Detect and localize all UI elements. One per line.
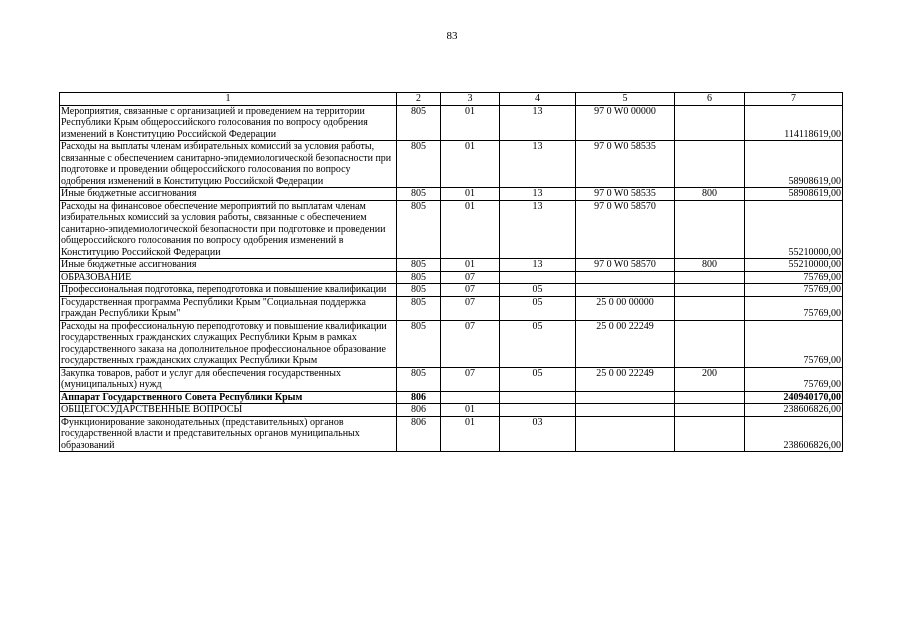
table-row	[60, 296, 843, 320]
table-row	[60, 320, 843, 367]
cell-name: Профессиональная подготовка, переподготовка и повышение квалификации	[60, 284, 397, 297]
table-row	[60, 271, 843, 284]
cell-section: 01	[441, 105, 500, 141]
table-row	[60, 284, 843, 297]
table-header-row	[60, 93, 843, 106]
cell-name: Расходы на финансовое обеспечение мероприятий по выплатам членам избирательных комиссий за условия работы, связанные с обеспечением санитарно-эпидемиологической безопасности при подготовке и проведении общероссийского голосования по вопросу одобрения изменений в Конституцию Российской Федерации	[60, 200, 397, 259]
cell-section: 01	[441, 259, 500, 272]
cell-name: Иные бюджетные ассигнования	[60, 259, 397, 272]
cell-section: 07	[441, 284, 500, 297]
cell-subsection: 13	[500, 141, 576, 188]
cell-expense-type	[675, 416, 745, 452]
cell-ved: 806	[397, 404, 441, 417]
cell-expense-type	[675, 105, 745, 141]
header-cell-2: 2	[397, 93, 441, 106]
cell-subsection: 05	[500, 296, 576, 320]
cell-amount: 75769,00	[745, 271, 843, 284]
cell-section: 07	[441, 271, 500, 284]
cell-amount: 58908619,00	[745, 188, 843, 201]
table-row	[60, 259, 843, 272]
cell-subsection: 05	[500, 320, 576, 367]
cell-section: 01	[441, 416, 500, 452]
cell-ved: 806	[397, 416, 441, 452]
cell-target-article: 25 0 00 22249	[576, 367, 675, 391]
cell-expense-type	[675, 391, 745, 404]
cell-name: Иные бюджетные ассигнования	[60, 188, 397, 201]
cell-subsection: 13	[500, 200, 576, 259]
table-row	[60, 416, 843, 452]
cell-target-article	[576, 416, 675, 452]
header-cell-3: 3	[441, 93, 500, 106]
cell-expense-type	[675, 296, 745, 320]
cell-target-article: 97 0 W0 00000	[576, 105, 675, 141]
cell-section: 07	[441, 320, 500, 367]
table-row	[60, 141, 843, 188]
cell-name: Государственная программа Республики Крым "Социальная поддержка граждан Республики Крым"	[60, 296, 397, 320]
cell-amount: 238606826,00	[745, 416, 843, 452]
cell-name: Мероприятия, связанные с организацией и проведением на территории Республики Крым общероссийского голосования по вопросу одобрения изменений в Конституцию Российской Федерации	[60, 105, 397, 141]
cell-subsection	[500, 404, 576, 417]
cell-expense-type	[675, 404, 745, 417]
cell-name: ОБРАЗОВАНИЕ	[60, 271, 397, 284]
cell-amount: 238606826,00	[745, 404, 843, 417]
budget-table	[59, 92, 843, 452]
cell-subsection	[500, 391, 576, 404]
cell-amount: 55210000,00	[745, 259, 843, 272]
cell-section: 07	[441, 296, 500, 320]
header-cell-7: 7	[745, 93, 843, 106]
cell-amount: 240940170,00	[745, 391, 843, 404]
cell-subsection: 05	[500, 367, 576, 391]
cell-ved: 805	[397, 296, 441, 320]
cell-target-article	[576, 271, 675, 284]
header-cell-4: 4	[500, 93, 576, 106]
cell-expense-type: 800	[675, 188, 745, 201]
header-cell-6: 6	[675, 93, 745, 106]
cell-target-article: 25 0 00 22249	[576, 320, 675, 367]
table-row	[60, 404, 843, 417]
cell-target-article	[576, 404, 675, 417]
cell-amount: 114118619,00	[745, 105, 843, 141]
cell-target-article: 25 0 00 00000	[576, 296, 675, 320]
cell-section: 01	[441, 200, 500, 259]
cell-expense-type	[675, 320, 745, 367]
cell-amount: 58908619,00	[745, 141, 843, 188]
cell-target-article: 97 0 W0 58570	[576, 200, 675, 259]
cell-name: Закупка товаров, работ и услуг для обеспечения государственных (муниципальных) нужд	[60, 367, 397, 391]
cell-name: Расходы на выплаты членам избирательных комиссий за условия работы, связанные с обеспечением санитарно-эпидемиологической безопасности при подготовке и проведении общероссийского голосования по вопросу одобрения изменений в Конституцию Российской Федерации	[60, 141, 397, 188]
table-row	[60, 391, 843, 404]
cell-subsection: 05	[500, 284, 576, 297]
cell-expense-type	[675, 200, 745, 259]
cell-section: 01	[441, 188, 500, 201]
cell-target-article: 97 0 W0 58570	[576, 259, 675, 272]
cell-name: Расходы на профессиональную переподготовку и повышение квалификации государственных гражданских служащих Республики Крым в рамках государственного заказа на дополнительное профессиональное образование государственных гражданских служащих Республики Крым	[60, 320, 397, 367]
cell-amount: 55210000,00	[745, 200, 843, 259]
cell-section: 01	[441, 404, 500, 417]
cell-expense-type: 800	[675, 259, 745, 272]
cell-amount: 75769,00	[745, 320, 843, 367]
cell-target-article	[576, 284, 675, 297]
cell-ved: 806	[397, 391, 441, 404]
cell-ved: 805	[397, 367, 441, 391]
cell-amount: 75769,00	[745, 284, 843, 297]
table-row	[60, 367, 843, 391]
cell-target-article: 97 0 W0 58535	[576, 141, 675, 188]
cell-name: Аппарат Государственного Совета Республики Крым	[60, 391, 397, 404]
header-cell-1: 1	[60, 93, 397, 106]
cell-expense-type	[675, 271, 745, 284]
cell-amount: 75769,00	[745, 296, 843, 320]
cell-amount: 75769,00	[745, 367, 843, 391]
cell-expense-type	[675, 141, 745, 188]
cell-ved: 805	[397, 284, 441, 297]
cell-ved: 805	[397, 188, 441, 201]
cell-target-article: 97 0 W0 58535	[576, 188, 675, 201]
cell-name: Функционирование законодательных (представительных) органов государственной власти и представительных органов муниципальных образований	[60, 416, 397, 452]
cell-name: ОБЩЕГОСУДАРСТВЕННЫЕ ВОПРОСЫ	[60, 404, 397, 417]
table-row	[60, 188, 843, 201]
cell-target-article	[576, 391, 675, 404]
table-body	[60, 93, 843, 452]
cell-section: 01	[441, 141, 500, 188]
cell-ved: 805	[397, 271, 441, 284]
table-row	[60, 105, 843, 141]
table-row	[60, 200, 843, 259]
cell-expense-type	[675, 284, 745, 297]
cell-subsection: 13	[500, 188, 576, 201]
cell-subsection: 03	[500, 416, 576, 452]
cell-ved: 805	[397, 259, 441, 272]
cell-expense-type: 200	[675, 367, 745, 391]
cell-ved: 805	[397, 200, 441, 259]
header-cell-5: 5	[576, 93, 675, 106]
cell-subsection: 13	[500, 259, 576, 272]
cell-section	[441, 391, 500, 404]
page-number: 83	[446, 30, 458, 42]
cell-section: 07	[441, 367, 500, 391]
cell-ved: 805	[397, 141, 441, 188]
cell-subsection	[500, 271, 576, 284]
cell-ved: 805	[397, 320, 441, 367]
cell-ved: 805	[397, 105, 441, 141]
cell-subsection: 13	[500, 105, 576, 141]
